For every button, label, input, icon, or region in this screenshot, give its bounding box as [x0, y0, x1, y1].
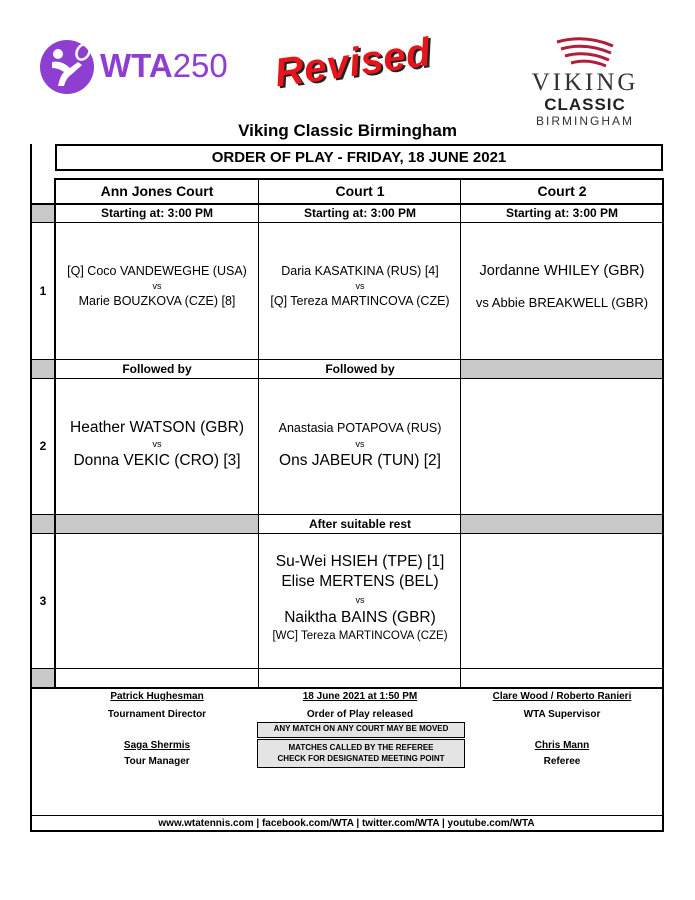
event-title: Viking Classic Birmingham — [238, 121, 457, 140]
tournament-director-block — [55, 690, 259, 721]
start-time: Starting at: 3:00 PM — [505, 206, 619, 220]
player: Daria KASATKINA (RUS) [4] — [281, 264, 439, 278]
vs-label: vs — [355, 439, 365, 449]
player: [WC] Tereza MARTINCOVA (CZE) — [272, 630, 448, 642]
notice-matches-moved: ANY MATCH ON ANY COURT MAY BE MOVED — [257, 722, 465, 738]
match-row2-court-1 — [259, 418, 461, 471]
release-block — [259, 690, 461, 721]
player: Donna VEKIC (CRO) [3] — [73, 452, 241, 469]
classic-word: CLASSIC — [544, 95, 626, 114]
supervisor-name: Clare Wood / Roberto Ranieri — [492, 691, 632, 702]
player: Anastasia POTAPOVA (RUS) — [278, 421, 442, 435]
notice-referee: MATCHES CALLED BY THE REFEREE CHECK FOR DESIGNATED MEETING POINT — [257, 739, 465, 768]
referee-role: Referee — [543, 756, 581, 767]
birmingham-word: BIRMINGHAM — [536, 114, 634, 128]
referee-block — [461, 739, 663, 768]
match-number: 1 — [39, 284, 47, 298]
revised-stamp: Revised — [272, 30, 434, 96]
order-of-play-heading: ORDER OF PLAY - FRIDAY, 18 JUNE 2021 — [55, 144, 663, 171]
player: Heather WATSON (GBR) — [70, 419, 244, 436]
start-time: Starting at: 3:00 PM — [303, 206, 417, 220]
player: Ons JABEUR (TUN) [2] — [279, 452, 441, 469]
gray-band — [461, 515, 663, 533]
social-links: www.wtatennis.com | facebook.com/WTA | twitter.com/WTA | youtube.com/WTA — [158, 818, 535, 829]
player: Jordanne WHILEY (GBR) — [479, 263, 645, 279]
gray-band — [31, 360, 55, 378]
gray-band — [31, 669, 55, 687]
player: [Q] Coco VANDEWEGHE (USA) — [67, 264, 247, 278]
match-number: 2 — [39, 439, 47, 453]
player: Elise MERTENS (BEL) — [281, 573, 439, 590]
director-name: Patrick Hughesman — [110, 691, 204, 702]
vs-label: vs — [355, 595, 365, 605]
wta-tennis-player-icon — [38, 38, 96, 96]
player: Marie BOUZKOVA (CZE) [8] — [78, 294, 236, 308]
match-number: 3 — [39, 594, 47, 608]
director-role: Tournament Director — [107, 709, 207, 720]
supervisor-block — [461, 690, 663, 721]
match-row3-court-1 — [259, 552, 461, 645]
tour-manager-block — [55, 739, 259, 768]
referee-name: Chris Mann — [534, 740, 590, 751]
start-time: Starting at: 3:00 PM — [100, 206, 214, 220]
player: vs Abbie BREAKWELL (GBR) — [475, 295, 649, 310]
match-row1-court-ann-jones — [55, 263, 259, 310]
match-row1-court-1 — [259, 263, 461, 310]
wta250-wordmark: WTA250 — [100, 47, 228, 84]
gray-band — [31, 515, 55, 533]
supervisor-role: WTA Supervisor — [523, 709, 601, 720]
after-suitable-rest-label: After suitable rest — [308, 517, 412, 531]
player: Su-Wei HSIEH (TPE) [1] — [275, 553, 445, 570]
court-header-ann-jones: Ann Jones Court — [100, 183, 214, 199]
vs-label: vs — [355, 281, 365, 291]
followed-by-label: Followed by — [122, 362, 192, 376]
vs-label: vs — [152, 281, 162, 291]
gray-band — [55, 515, 259, 533]
player: Naiktha BAINS (GBR) — [284, 609, 436, 626]
vs-label: vs — [152, 439, 162, 449]
match-row2-court-ann-jones — [55, 418, 259, 471]
viking-ship-icon — [553, 36, 617, 70]
wta250-logo — [38, 38, 258, 98]
viking-word: VIKING — [531, 69, 639, 96]
court-header-court-2: Court 2 — [537, 183, 587, 199]
released-label: Order of Play released — [306, 709, 414, 720]
court-header-court-1: Court 1 — [335, 183, 385, 199]
released-time: 18 June 2021 at 1:50 PM — [302, 691, 418, 702]
player: [Q] Tereza MARTINCOVA (CZE) — [270, 294, 450, 308]
match-row1-court-2 — [461, 261, 663, 312]
gray-band — [31, 204, 55, 222]
manager-name: Saga Shermis — [123, 740, 191, 751]
followed-by-label: Followed by — [325, 362, 395, 376]
manager-role: Tour Manager — [124, 756, 190, 767]
gray-band — [461, 360, 663, 378]
